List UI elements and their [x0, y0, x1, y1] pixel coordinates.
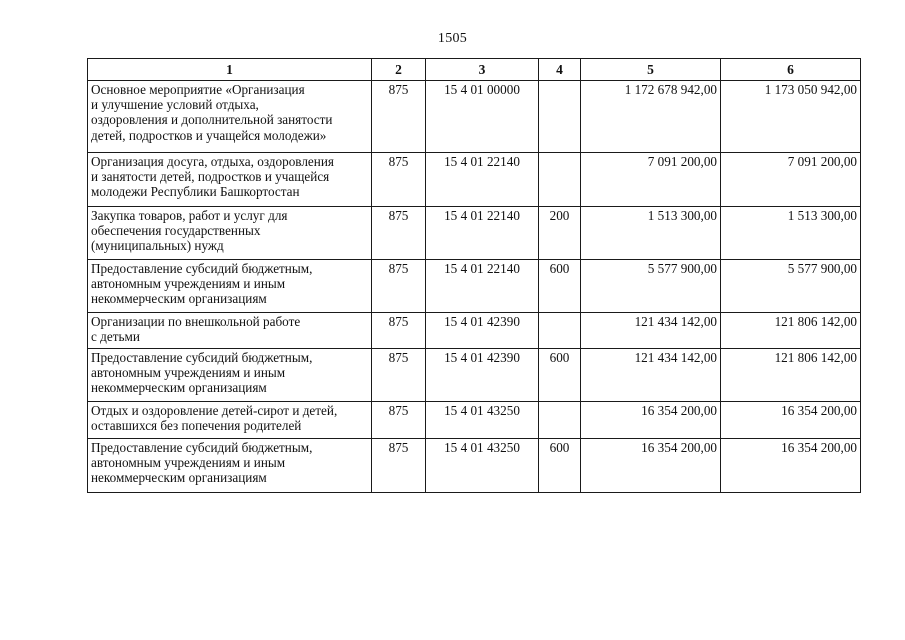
item-name: Предоставление субсидий бюджетным, автономным учреждениям и иным некоммерческим организациям: [88, 349, 372, 402]
table-row: [88, 81, 861, 153]
item-name: Предоставление субсидий бюджетным, автономным учреждениям и иным некоммерческим организациям: [88, 260, 372, 313]
page-number: 1505: [437, 31, 468, 46]
table-row: [88, 349, 861, 402]
expense-type-code: 600: [539, 260, 581, 313]
column-header-6: 6: [721, 59, 861, 81]
table-row: [88, 260, 861, 313]
expense-type-code: 600: [539, 349, 581, 402]
column-header-2: 2: [372, 59, 426, 81]
amount-col-5: 5 577 900,00: [581, 260, 721, 313]
department-code: 875: [372, 439, 426, 493]
budget-table: [87, 58, 861, 493]
item-name: Закупка товаров, работ и услуг для обеспечения государственных (муниципальных) нужд: [88, 207, 372, 260]
expense-type-code: 200: [539, 207, 581, 260]
amount-col-6: 7 091 200,00: [721, 153, 861, 207]
target-article-code: 15 4 01 43250: [426, 439, 539, 493]
department-code: 875: [372, 153, 426, 207]
expense-type-code: [539, 153, 581, 207]
department-code: 875: [372, 207, 426, 260]
table-row: [88, 153, 861, 207]
amount-col-5: 121 434 142,00: [581, 349, 721, 402]
expense-type-code: [539, 313, 581, 349]
target-article-code: 15 4 01 42390: [426, 313, 539, 349]
amount-col-5: 1 172 678 942,00: [581, 81, 721, 153]
amount-col-6: 1 513 300,00: [721, 207, 861, 260]
column-header-1: 1: [88, 59, 372, 81]
department-code: 875: [372, 349, 426, 402]
target-article-code: 15 4 01 22140: [426, 153, 539, 207]
amount-col-5: 16 354 200,00: [581, 402, 721, 439]
item-name: Основное мероприятие «Организация и улучшение условий отдыха, оздоровления и дополнительной занятости детей, подростков и учащейся молодежи»: [88, 81, 372, 153]
table-row: [88, 402, 861, 439]
column-header-3: 3: [426, 59, 539, 81]
department-code: 875: [372, 313, 426, 349]
amount-col-5: 7 091 200,00: [581, 153, 721, 207]
department-code: 875: [372, 402, 426, 439]
target-article-code: 15 4 01 43250: [426, 402, 539, 439]
department-code: 875: [372, 260, 426, 313]
target-article-code: 15 4 01 42390: [426, 349, 539, 402]
target-article-code: 15 4 01 00000: [426, 81, 539, 153]
amount-col-6: 121 806 142,00: [721, 313, 861, 349]
column-header-4: 4: [539, 59, 581, 81]
amount-col-5: 121 434 142,00: [581, 313, 721, 349]
target-article-code: 15 4 01 22140: [426, 207, 539, 260]
item-name: Отдых и оздоровление детей-сирот и детей, оставшихся без попечения родителей: [88, 402, 372, 439]
department-code: 875: [372, 81, 426, 153]
table-row: [88, 313, 861, 349]
amount-col-6: 1 173 050 942,00: [721, 81, 861, 153]
expense-type-code: 600: [539, 439, 581, 493]
item-name: Предоставление субсидий бюджетным, автономным учреждениям и иным некоммерческим организациям: [88, 439, 372, 493]
amount-col-6: 5 577 900,00: [721, 260, 861, 313]
expense-type-code: [539, 81, 581, 153]
item-name: Организации по внешкольной работе с детьми: [88, 313, 372, 349]
item-name: Организация досуга, отдыха, оздоровления и занятости детей, подростков и учащейся молодежи Республики Башкортостан: [88, 153, 372, 207]
header-row: [88, 59, 861, 81]
amount-col-6: 16 354 200,00: [721, 402, 861, 439]
table-row: [88, 439, 861, 493]
amount-col-5: 1 513 300,00: [581, 207, 721, 260]
target-article-code: 15 4 01 22140: [426, 260, 539, 313]
expense-type-code: [539, 402, 581, 439]
amount-col-6: 121 806 142,00: [721, 349, 861, 402]
amount-col-6: 16 354 200,00: [721, 439, 861, 493]
amount-col-5: 16 354 200,00: [581, 439, 721, 493]
column-header-5: 5: [581, 59, 721, 81]
table-row: [88, 207, 861, 260]
